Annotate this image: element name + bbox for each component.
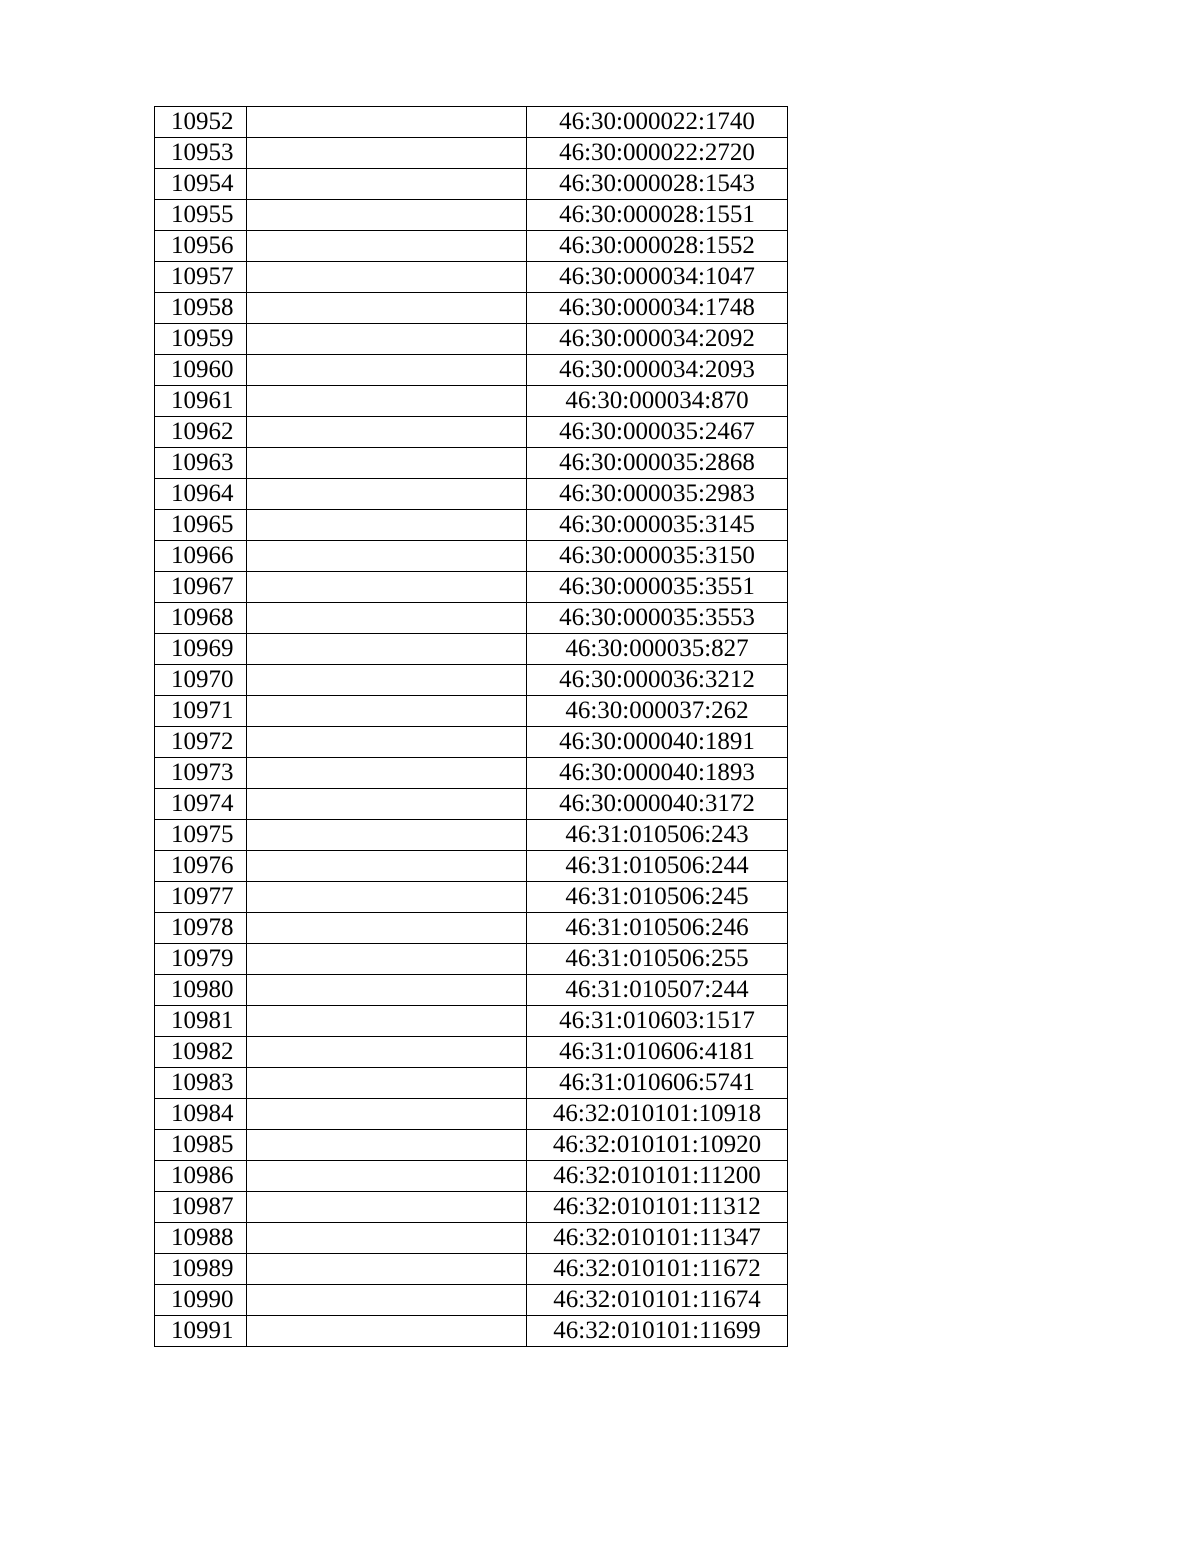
empty-cell [247, 634, 527, 665]
row-number-cell: 10971 [155, 696, 247, 727]
row-number-cell: 10985 [155, 1130, 247, 1161]
cadastral-number-cell: 46:31:010506:244 [527, 851, 788, 882]
table-row [155, 727, 788, 758]
row-number-cell: 10991 [155, 1316, 247, 1347]
empty-cell [247, 882, 527, 913]
table-row [155, 1192, 788, 1223]
table-row [155, 975, 788, 1006]
empty-cell [247, 262, 527, 293]
registry-table [154, 106, 788, 1347]
cadastral-number-cell: 46:32:010101:11674 [527, 1285, 788, 1316]
cadastral-number-cell: 46:30:000022:2720 [527, 138, 788, 169]
row-number-cell: 10988 [155, 1223, 247, 1254]
row-number-cell: 10972 [155, 727, 247, 758]
table-row [155, 231, 788, 262]
row-number-cell: 10973 [155, 758, 247, 789]
empty-cell [247, 479, 527, 510]
empty-cell [247, 696, 527, 727]
empty-cell [247, 200, 527, 231]
cadastral-number-cell: 46:32:010101:11312 [527, 1192, 788, 1223]
cadastral-number-cell: 46:32:010101:11200 [527, 1161, 788, 1192]
table-row [155, 665, 788, 696]
cadastral-number-cell: 46:30:000040:1893 [527, 758, 788, 789]
table-row [155, 1037, 788, 1068]
row-number-cell: 10976 [155, 851, 247, 882]
row-number-cell: 10964 [155, 479, 247, 510]
cadastral-number-cell: 46:32:010101:10918 [527, 1099, 788, 1130]
table-row [155, 200, 788, 231]
table-row [155, 541, 788, 572]
row-number-cell: 10963 [155, 448, 247, 479]
cadastral-number-cell: 46:32:010101:11672 [527, 1254, 788, 1285]
empty-cell [247, 324, 527, 355]
row-number-cell: 10987 [155, 1192, 247, 1223]
empty-cell [247, 386, 527, 417]
row-number-cell: 10982 [155, 1037, 247, 1068]
cadastral-number-cell: 46:30:000035:3145 [527, 510, 788, 541]
table-row [155, 386, 788, 417]
cadastral-number-cell: 46:30:000035:3150 [527, 541, 788, 572]
cadastral-number-cell: 46:30:000022:1740 [527, 107, 788, 138]
row-number-cell: 10980 [155, 975, 247, 1006]
row-number-cell: 10990 [155, 1285, 247, 1316]
row-number-cell: 10966 [155, 541, 247, 572]
empty-cell [247, 231, 527, 262]
empty-cell [247, 665, 527, 696]
empty-cell [247, 1068, 527, 1099]
empty-cell [247, 1161, 527, 1192]
row-number-cell: 10967 [155, 572, 247, 603]
empty-cell [247, 1254, 527, 1285]
empty-cell [247, 107, 527, 138]
row-number-cell: 10968 [155, 603, 247, 634]
table-row [155, 1068, 788, 1099]
cadastral-number-cell: 46:30:000028:1552 [527, 231, 788, 262]
empty-cell [247, 1006, 527, 1037]
table-row [155, 169, 788, 200]
table-row [155, 1130, 788, 1161]
row-number-cell: 10965 [155, 510, 247, 541]
empty-cell [247, 448, 527, 479]
empty-cell [247, 1223, 527, 1254]
table-row [155, 820, 788, 851]
row-number-cell: 10969 [155, 634, 247, 665]
row-number-cell: 10986 [155, 1161, 247, 1192]
cadastral-number-cell: 46:30:000035:827 [527, 634, 788, 665]
empty-cell [247, 355, 527, 386]
table-row [155, 510, 788, 541]
empty-cell [247, 975, 527, 1006]
table-row [155, 1316, 788, 1347]
cadastral-number-cell: 46:31:010506:243 [527, 820, 788, 851]
row-number-cell: 10952 [155, 107, 247, 138]
table-row [155, 293, 788, 324]
row-number-cell: 10979 [155, 944, 247, 975]
cadastral-number-cell: 46:31:010507:244 [527, 975, 788, 1006]
empty-cell [247, 1130, 527, 1161]
cadastral-number-cell: 46:31:010603:1517 [527, 1006, 788, 1037]
cadastral-number-cell: 46:31:010606:5741 [527, 1068, 788, 1099]
cadastral-number-cell: 46:31:010606:4181 [527, 1037, 788, 1068]
cadastral-number-cell: 46:30:000028:1543 [527, 169, 788, 200]
empty-cell [247, 293, 527, 324]
table-row [155, 1285, 788, 1316]
table-row [155, 913, 788, 944]
table-row [155, 572, 788, 603]
empty-cell [247, 603, 527, 634]
row-number-cell: 10978 [155, 913, 247, 944]
cadastral-number-cell: 46:30:000037:262 [527, 696, 788, 727]
cadastral-number-cell: 46:30:000034:1047 [527, 262, 788, 293]
empty-cell [247, 169, 527, 200]
empty-cell [247, 727, 527, 758]
table-row [155, 634, 788, 665]
table-row [155, 696, 788, 727]
table-row [155, 944, 788, 975]
table-row [155, 324, 788, 355]
table-row [155, 107, 788, 138]
empty-cell [247, 417, 527, 448]
table-row [155, 262, 788, 293]
cadastral-number-cell: 46:30:000035:2467 [527, 417, 788, 448]
empty-cell [247, 138, 527, 169]
table-row [155, 882, 788, 913]
cadastral-number-cell: 46:30:000034:1748 [527, 293, 788, 324]
empty-cell [247, 820, 527, 851]
row-number-cell: 10953 [155, 138, 247, 169]
cadastral-number-cell: 46:30:000034:870 [527, 386, 788, 417]
cadastral-number-cell: 46:32:010101:10920 [527, 1130, 788, 1161]
empty-cell [247, 851, 527, 882]
empty-cell [247, 944, 527, 975]
cadastral-number-cell: 46:31:010506:245 [527, 882, 788, 913]
table-row [155, 479, 788, 510]
table-row [155, 851, 788, 882]
row-number-cell: 10958 [155, 293, 247, 324]
cadastral-number-cell: 46:31:010506:246 [527, 913, 788, 944]
table-row [155, 1254, 788, 1285]
table-row [155, 1099, 788, 1130]
empty-cell [247, 1037, 527, 1068]
row-number-cell: 10962 [155, 417, 247, 448]
cadastral-number-cell: 46:30:000035:2868 [527, 448, 788, 479]
table-row [155, 758, 788, 789]
cadastral-number-cell: 46:30:000040:1891 [527, 727, 788, 758]
empty-cell [247, 510, 527, 541]
table-row [155, 1006, 788, 1037]
cadastral-number-cell: 46:32:010101:11699 [527, 1316, 788, 1347]
row-number-cell: 10975 [155, 820, 247, 851]
row-number-cell: 10954 [155, 169, 247, 200]
empty-cell [247, 1099, 527, 1130]
table-row [155, 417, 788, 448]
empty-cell [247, 572, 527, 603]
row-number-cell: 10955 [155, 200, 247, 231]
empty-cell [247, 789, 527, 820]
cadastral-number-cell: 46:30:000034:2092 [527, 324, 788, 355]
cadastral-number-cell: 46:32:010101:11347 [527, 1223, 788, 1254]
row-number-cell: 10983 [155, 1068, 247, 1099]
row-number-cell: 10989 [155, 1254, 247, 1285]
registry-table-body [155, 107, 788, 1347]
table-row [155, 789, 788, 820]
row-number-cell: 10984 [155, 1099, 247, 1130]
row-number-cell: 10961 [155, 386, 247, 417]
row-number-cell: 10977 [155, 882, 247, 913]
row-number-cell: 10960 [155, 355, 247, 386]
empty-cell [247, 913, 527, 944]
table-row [155, 1223, 788, 1254]
cadastral-number-cell: 46:30:000035:3551 [527, 572, 788, 603]
cadastral-number-cell: 46:30:000035:2983 [527, 479, 788, 510]
row-number-cell: 10974 [155, 789, 247, 820]
empty-cell [247, 1316, 527, 1347]
table-row [155, 603, 788, 634]
row-number-cell: 10981 [155, 1006, 247, 1037]
cadastral-number-cell: 46:30:000035:3553 [527, 603, 788, 634]
table-row [155, 138, 788, 169]
empty-cell [247, 1285, 527, 1316]
cadastral-number-cell: 46:30:000036:3212 [527, 665, 788, 696]
table-row [155, 1161, 788, 1192]
empty-cell [247, 758, 527, 789]
table-row [155, 448, 788, 479]
cadastral-number-cell: 46:30:000040:3172 [527, 789, 788, 820]
row-number-cell: 10956 [155, 231, 247, 262]
row-number-cell: 10970 [155, 665, 247, 696]
table-row [155, 355, 788, 386]
row-number-cell: 10957 [155, 262, 247, 293]
empty-cell [247, 541, 527, 572]
empty-cell [247, 1192, 527, 1223]
cadastral-number-cell: 46:30:000034:2093 [527, 355, 788, 386]
cadastral-number-cell: 46:31:010506:255 [527, 944, 788, 975]
cadastral-number-cell: 46:30:000028:1551 [527, 200, 788, 231]
row-number-cell: 10959 [155, 324, 247, 355]
